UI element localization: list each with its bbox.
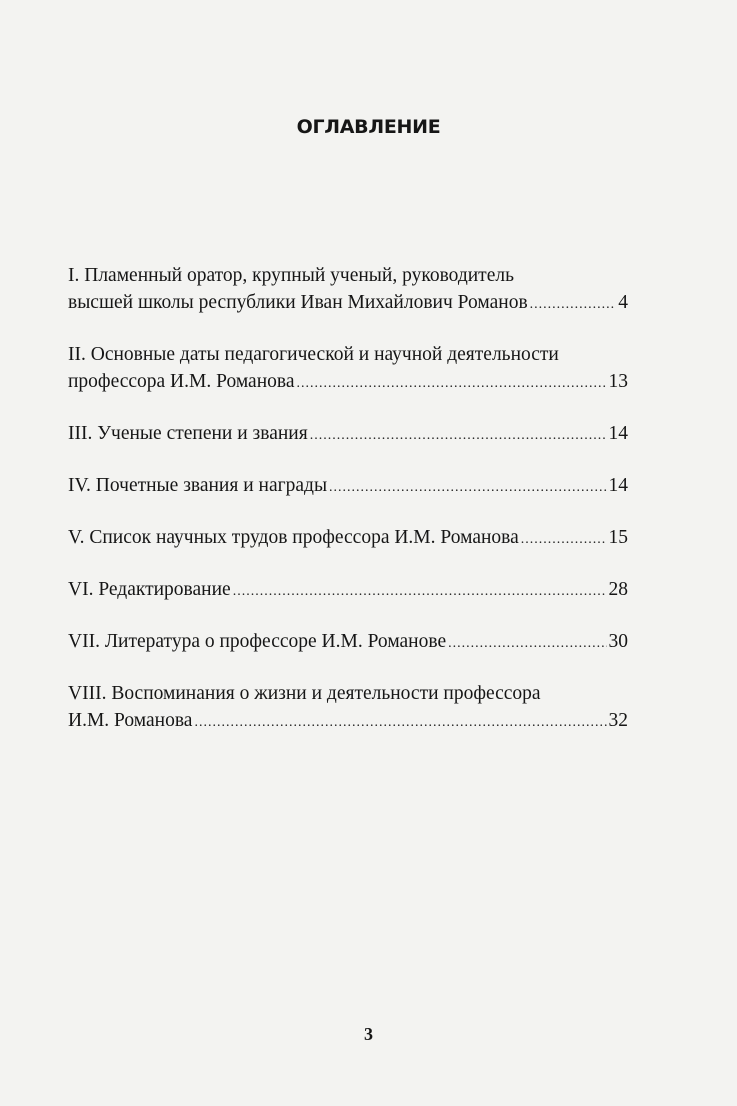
dot-leader [329,474,606,501]
toc-entry[interactable] [68,420,628,449]
dot-leader [530,291,617,318]
toc-entry[interactable] [68,680,628,736]
toc-entry-title-line: II. Основные даты педагогической и научной деятельности [68,344,559,365]
toc-entry-page: 32 [608,710,628,731]
toc-entry-page: 4 [618,292,628,313]
toc-entry-title-line: I. Пламенный оратор, крупный ученый, руководитель [68,265,514,286]
toc-entry-title: И.М. Романова [68,710,193,731]
toc-entry-title-line: VIII. Воспоминания о жизни и деятельности профессора [68,683,541,704]
toc-entry-title: VI. Редактирование [68,579,231,600]
toc-entry[interactable] [68,524,628,553]
dot-leader [310,422,607,449]
toc-entry[interactable] [68,262,628,318]
toc-entry-page: 15 [608,527,628,548]
dot-leader [448,630,606,657]
toc-entry-title: V. Список научных трудов профессора И.М. Романова [68,527,519,548]
toc-entry-page: 28 [608,579,628,600]
page-title: ОГЛАВЛЕНИЕ [296,116,441,138]
toc-entry[interactable] [68,576,628,605]
toc-entry-title: III. Ученые степени и звания [68,423,308,444]
toc-entry[interactable] [68,472,628,501]
toc-entry[interactable] [68,628,628,657]
dot-leader [521,526,607,553]
toc-entry-page: 13 [608,371,628,392]
table-of-contents [68,262,628,759]
toc-entry-page: 30 [608,631,628,652]
dot-leader [297,370,607,397]
dot-leader [233,578,607,605]
dot-leader [194,709,606,736]
toc-entry-title: IV. Почетные звания и награды [68,475,328,496]
toc-entry-title: высшей школы республики Иван Михайлович Романов [68,292,528,313]
toc-entry[interactable] [68,341,628,397]
toc-entry-title: профессора И.М. Романова [68,371,295,392]
toc-entry-page: 14 [608,423,628,444]
toc-entry-page: 14 [608,475,628,496]
page-number: 3 [364,1024,373,1044]
toc-entry-title: VII. Литература о профессоре И.М. Романове [68,631,447,652]
